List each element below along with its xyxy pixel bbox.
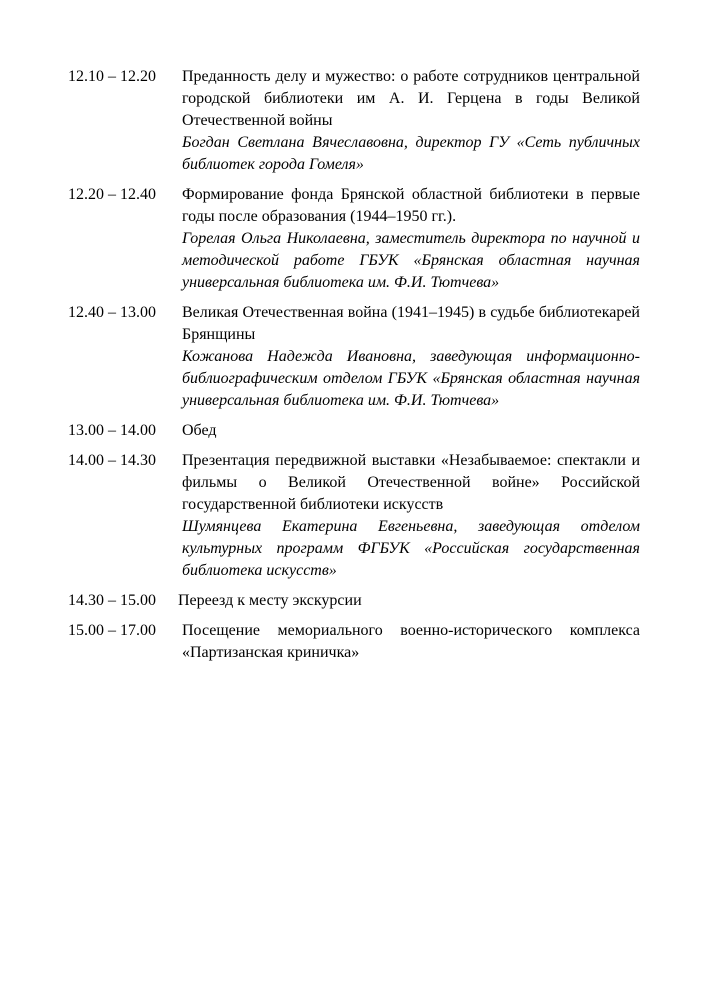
entry-body xyxy=(182,620,640,664)
entry-time: 12.10 – 12.20 xyxy=(68,68,156,85)
entry-time: 14.00 – 14.30 xyxy=(68,452,156,469)
schedule-entry xyxy=(68,66,640,176)
entry-title: Обед xyxy=(182,422,217,439)
entry-body xyxy=(182,420,640,442)
entry-title: Формирование фонда Брянской областной библиотеки в первые годы после образования (1944–1950 гг.). xyxy=(182,186,640,225)
entry-title: Переезд к месту экскурсии xyxy=(178,592,362,609)
entry-speaker: Кожанова Надежда Ивановна, заведующая информационно-библиографическим отделом ГБУК «Брянская областная научная универсальная библиотека им. Ф.И. Тютчева» xyxy=(182,348,640,409)
entry-body xyxy=(182,450,640,582)
schedule-entry xyxy=(68,620,640,664)
entry-speaker: Шумянцева Екатерина Евгеньевна, заведующая отделом культурных программ ФГБУК «Российская государственная библиотека искусств» xyxy=(182,518,640,579)
entry-time: 15.00 – 17.00 xyxy=(68,622,156,639)
schedule-entry xyxy=(68,302,640,412)
schedule-entry xyxy=(68,184,640,294)
entry-time: 12.40 – 13.00 xyxy=(68,304,156,321)
entry-speaker: Богдан Светлана Вячеславовна, директор ГУ «Сеть публичных библиотек города Гомеля» xyxy=(182,134,640,173)
entry-time: 14.30 – 15.00 xyxy=(68,592,156,609)
entry-time: 13.00 – 14.00 xyxy=(68,422,156,439)
entry-title: Посещение мемориального военно-исторического комплекса «Партизанская криничка» xyxy=(182,622,640,661)
entry-body xyxy=(182,184,640,294)
entry-body xyxy=(182,66,640,176)
entry-speaker: Горелая Ольга Николаевна, заместитель директора по научной и методической работе ГБУК «Брянская областная научная универсальная библиотека им. Ф.И. Тютчева» xyxy=(182,230,640,291)
entry-time: 12.20 – 12.40 xyxy=(68,186,156,203)
entry-title: Преданность делу и мужество: о работе сотрудников центральной городской библиотеки им А. И. Герцена в годы Великой Отечественной войны xyxy=(182,68,640,129)
entry-title: Презентация передвижной выставки «Незабываемое: спектакли и фильмы о Великой Отечественной войне» Российской государственной библиотеки искусств xyxy=(182,452,640,513)
entry-body xyxy=(178,590,640,612)
program-schedule xyxy=(68,66,640,672)
entry-body xyxy=(182,302,640,412)
schedule-entry xyxy=(68,590,640,612)
entry-title: Великая Отечественная война (1941–1945) в судьбе библиотекарей Брянщины xyxy=(182,304,640,343)
schedule-entry xyxy=(68,450,640,582)
schedule-entry xyxy=(68,420,640,442)
